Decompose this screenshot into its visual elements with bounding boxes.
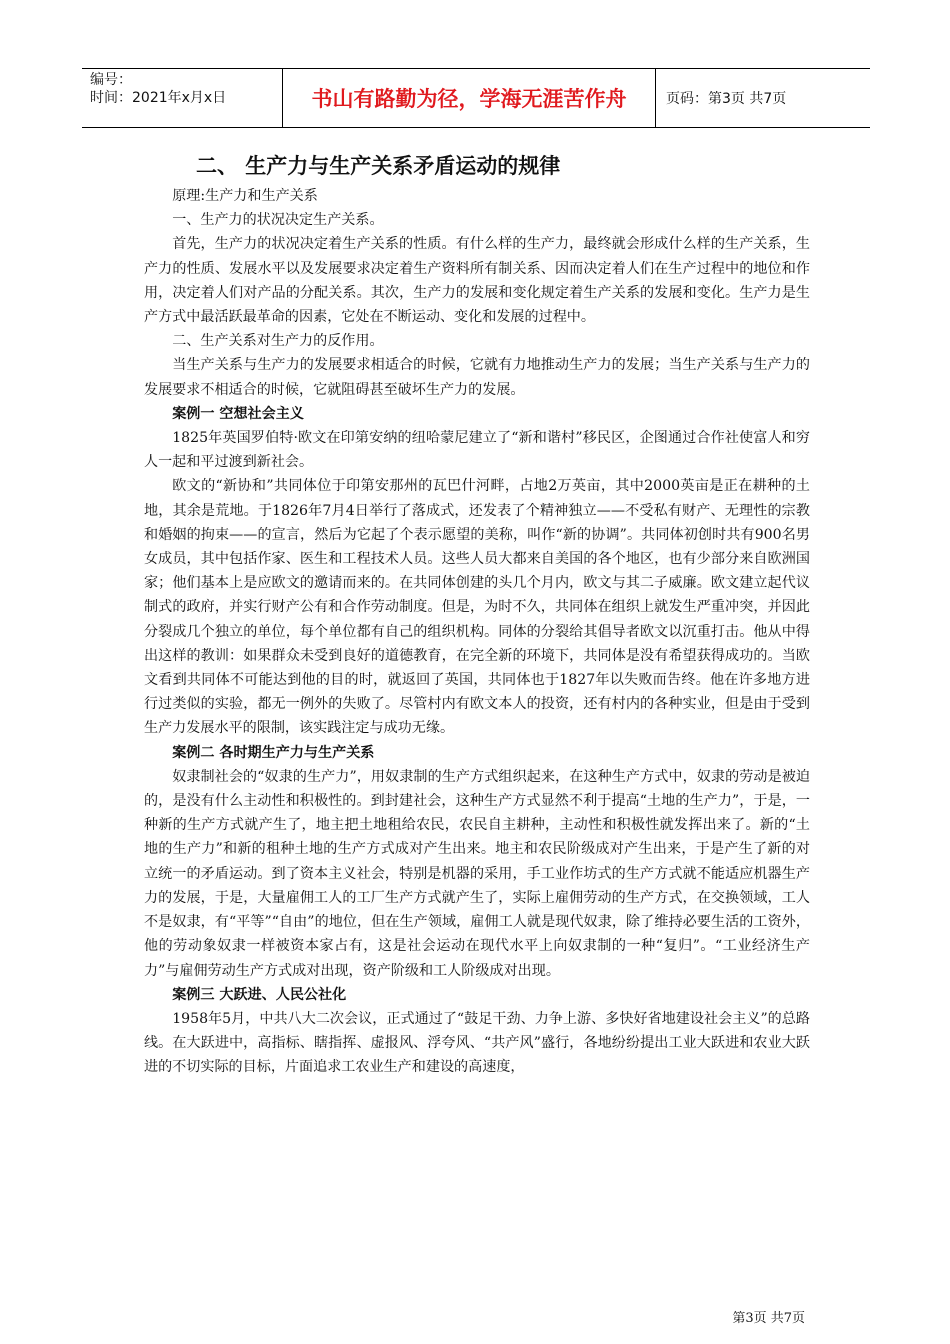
case-three-heading: 案例三 大跃进、人民公社化 [172,986,347,1003]
case-three-body: 1958年5月，中共八大二次会议，正式通过了“鼓足干劲、力争上游、多快好省地建设社会主义”的总路线。在大跃进中，高指标、瞎指挥、虚报风、浮夸风、“共产风”盛行，各地纷纷提出工业大跃进和农业大跃进的不切实际的目标，片面追求工农业生产和建设的高速度， [144,1010,810,1076]
paragraph-point-two: 二、生产关系对生产力的反作用。 [172,333,384,350]
page-footer: 第3页 共7页 [732,1311,805,1326]
case-two-body: 奴隶制社会的“奴隶的生产力”，用奴隶制的生产方式组织起来，在这种生产方式中，奴隶的劳动是被迫的，是没有什么主动性和积极性的。到封建社会，这种生产方式显然不利于提高“土地的生产力”，于是，一种新的生产方式就产生了，地主把土地租给农民，农民自主耕种，主动性和积极性就发挥出来了。新的“土地的生产力”和新的租种土地的生产方式成对产生出来。地主和农民阶级成对产生出来，于是产生了新的对立统一的矛盾运动。到了资本主义社会，特别是机器的采用，手工业作坊式的生产方式就不能适应机器生产力的发展，于是，大量雇佣工人的工厂生产方式就产生了，实际上雇佣劳动的生产方式，在交换领域，工人不是奴隶，有“平等”“自由”的地位，但在生产领域，雇佣工人就是现代奴隶，除了维持必要生活的工资外，他的劳动象奴隶一样被资本家占有，这是社会运动在现代水平上向奴隶制的一种“复归”。“工业经济生产力”与雇佣劳动生产方式成对出现，资产阶级和工人阶级成对出现。 [144,768,810,979]
document-body [144,150,810,1080]
paragraph-point-one-body: 首先，生产力的状况决定着生产关系的性质。有什么样的生产力，最终就会形成什么样的生产关系，生产力的性质、发展水平以及发展要求决定着生产资料所有制关系、因而决定着人们在生产过程中的地位和作用，决定着人们对产品的分配关系。其次，生产力的发展和变化规定着生产关系的发展和变化。生产力是生产方式中最活跃最革命的因素，它处在不断运动、变化和发展的过程中。 [144,236,810,326]
header-meta [82,69,282,127]
case-one-body: 欧文的“新协和”共同体位于印第安那州的瓦巴什河畔，占地2万英亩，其中2000英亩是正在耕种的土地，其余是荒地。于1826年7月4日举行了落成式，还发表了个精神独立——不受私有财产、无理性的宗教和婚姻的拘束——的宣言，然后为它起了个表示愿望的美称，叫作“新的协调”。共同体初创时共有900名男女成员，其中包括作家、医生和工程技术人员。这些人员大都来自美国的各个地区，也有少部分来自欧洲国家；他们基本上是应欧文的邀请而来的。在共同体创建的头几个月内，欧文与其二子威廉。欧文建立起代议制式的政府，并实行财产公有和合作劳动制度。但是，为时不久，共同体在组织上就发生严重冲突，并因此分裂成几个独立的单位，每个单位都有自己的组织机构。同体的分裂给其倡导者欧文以沉重打击。他从中得出这样的教训：如果群众未受到良好的道德教育，在完全新的环境下，共同体是没有希望获得成功的。当欧文看到共同体不可能达到他的目的时，就返回了英国，共同体也于1827年以失败而告终。他在许多地方进行过类似的实验，都无一例外的失败了。尽管村内有欧文本人的投资，还有村内的各种实业，但是由于受到生产力发展水平的限制，该实践注定与成功无缘。 [144,478,810,737]
section-title: 二、 生产力与生产关系矛盾运动的规律 [196,154,561,178]
paragraph-point-two-body: 当生产关系与生产力的发展要求相适合的时候，它就有力地推动生产力的发展；当生产关系与生产力的发展要求不相适合的时候，它就阻碍甚至破坏生产力的发展。 [144,357,810,398]
case-one-heading: 案例一 空想社会主义 [172,405,304,422]
header-motto: 书山有路勤为径，学海无涯苦作舟 [282,69,656,127]
header-page-label: 页码：第3页 共7页 [666,91,787,107]
page-header [82,68,870,128]
case-two-heading: 案例二 各时期生产力与生产关系 [172,744,375,761]
paragraph-point-one: 一、生产力的状况决定生产关系。 [172,212,384,229]
date-label: 时间：2021年x月x日 [90,90,227,106]
paragraph-principle: 原理:生产力和生产关系 [172,188,318,204]
case-one-intro: 1825年英国罗伯特·欧文在印第安纳的纽哈蒙尼建立了“新和谐村”移民区，企图通过合作社使富人和穷人一起和平过渡到新社会。 [144,430,810,471]
number-label: 编号： [90,72,132,88]
